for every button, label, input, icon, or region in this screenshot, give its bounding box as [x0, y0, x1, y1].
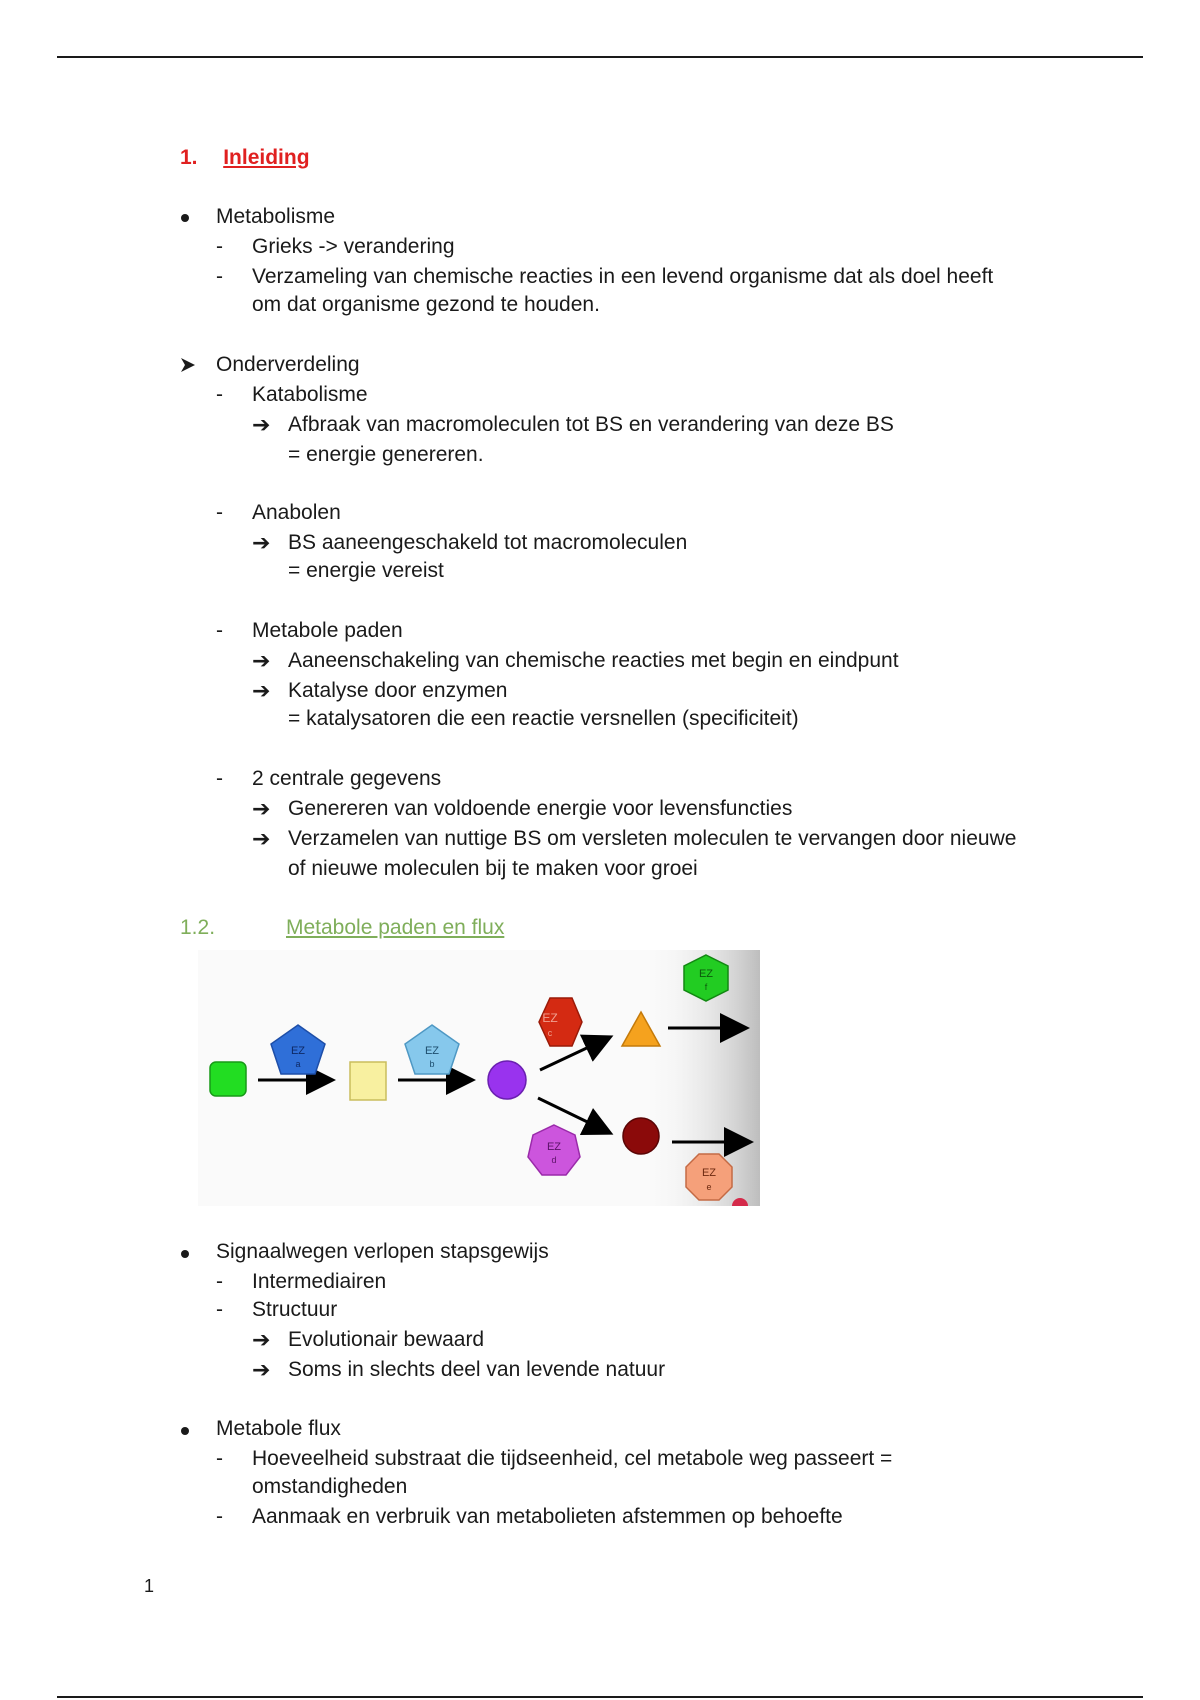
- header-rule: [57, 56, 1143, 58]
- section-heading: [180, 144, 310, 172]
- arrow-right-icon: ➔: [252, 412, 271, 437]
- bullet-onderverdeling: Onderverdeling: [216, 353, 360, 376]
- bullet-icon: [181, 1250, 189, 1258]
- list-item: Anabolen: [252, 501, 341, 524]
- enzyme-c-label: EZ: [542, 1011, 558, 1025]
- dash-icon: -: [216, 767, 223, 790]
- bullet-icon: [181, 214, 189, 222]
- arrow-right-icon: ➔: [252, 1327, 271, 1352]
- page-number: 1: [144, 1576, 155, 1596]
- chevron-right-icon: [180, 357, 196, 373]
- arrow-item: Aaneenschakeling van chemische reacties met begin en eindpunt: [288, 649, 899, 672]
- list-item: Verzameling van chemische reacties in een levend organisme dat als doel heeft: [252, 265, 994, 288]
- arrow-item: Evolutionair bewaard: [288, 1328, 485, 1351]
- arrow-right-icon: ➔: [252, 826, 271, 851]
- arrow-right-icon: ➔: [252, 1357, 271, 1382]
- enzyme-f-label: EZ: [698, 968, 714, 980]
- enzyme-f: [684, 955, 728, 1001]
- enzyme-e-letter: e: [706, 1182, 712, 1192]
- bullet-signaalwegen: Signaalwegen verlopen stapsgewijs: [216, 1240, 549, 1263]
- dash-icon: -: [216, 1505, 223, 1528]
- substrate-square: [350, 1062, 386, 1100]
- enzyme-d-letter: d: [551, 1155, 557, 1165]
- dash-icon: -: [216, 619, 223, 642]
- footer-rule: [57, 1696, 1143, 1698]
- list-item: Intermediairen: [252, 1270, 387, 1293]
- section-title: Inleiding: [223, 146, 310, 169]
- enzyme-d-label: EZ: [546, 1141, 562, 1153]
- enzyme-c-letter: c: [547, 1028, 553, 1038]
- arrow-item-continuation: = energie genereren.: [288, 443, 484, 466]
- list-item: 2 centrale gegevens: [252, 767, 442, 790]
- arrow-item: Afbraak van macromoleculen tot BS en verandering van deze BS: [288, 413, 894, 436]
- dash-icon: -: [216, 1447, 223, 1470]
- list-item-continuation: omstandigheden: [252, 1475, 408, 1498]
- arrow-right-icon: ➔: [252, 796, 271, 821]
- subsection-number: 1.2.: [180, 916, 216, 939]
- arrow-item-continuation: of nieuwe moleculen bij te maken voor groei: [288, 857, 698, 880]
- arrow-item: Soms in slechts deel van levende natuur: [288, 1358, 666, 1381]
- dash-icon: -: [216, 383, 223, 406]
- enzyme-e: [686, 1154, 732, 1200]
- substrate-circle: [488, 1061, 526, 1099]
- enzyme-a-label: EZ: [290, 1045, 306, 1057]
- arrow-item-continuation: = energie vereist: [288, 559, 444, 582]
- list-item: Grieks -> verandering: [252, 235, 455, 258]
- enzyme-f-letter: f: [704, 982, 708, 992]
- list-item: Metabole paden: [252, 619, 403, 642]
- arrow-right-icon: ➔: [252, 678, 271, 703]
- bullet-metabolisme: Metabolisme: [216, 205, 336, 228]
- arrow-item: BS aaneengeschakeld tot macromoleculen: [288, 531, 688, 554]
- arrow-right-icon: ➔: [252, 530, 271, 555]
- bullet-metabole-flux: Metabole flux: [216, 1417, 341, 1440]
- enzyme-e-label: EZ: [701, 1167, 717, 1179]
- arrow-item: Genereren van voldoende energie voor levensfuncties: [288, 797, 793, 820]
- enzyme-b-label: EZ: [424, 1045, 440, 1057]
- substrate-dark-circle: [623, 1118, 659, 1154]
- section-number: 1.: [180, 146, 198, 169]
- list-item: Katabolisme: [252, 383, 368, 406]
- dash-icon: -: [216, 1270, 223, 1293]
- bullet-icon: [181, 1427, 189, 1435]
- list-item: Hoeveelheid substraat die tijdseenheid, cel metabole weg passeert =: [252, 1447, 893, 1470]
- arrow-item-continuation: = katalysatoren die een reactie versnellen (specificiteit): [288, 707, 799, 730]
- substrate-start-square: [210, 1062, 246, 1096]
- list-item-continuation: om dat organisme gezond te houden.: [252, 293, 600, 316]
- subsection-title-text: Metabole paden en flux: [286, 916, 505, 939]
- enzyme-b-letter: b: [429, 1059, 435, 1069]
- subsection-title: [286, 914, 504, 942]
- enzyme-a-letter: a: [295, 1059, 301, 1069]
- dash-icon: -: [216, 265, 223, 288]
- dash-icon: -: [216, 235, 223, 258]
- arrow-item: Katalyse door enzymen: [288, 679, 508, 702]
- metabolic-pathway-diagram: [198, 950, 760, 1206]
- dash-icon: -: [216, 1298, 223, 1321]
- list-item: Aanmaak en verbruik van metabolieten afstemmen op behoefte: [252, 1505, 843, 1528]
- list-item: Structuur: [252, 1298, 338, 1321]
- arrow-right-icon: ➔: [252, 648, 271, 673]
- arrow-item: Verzamelen van nuttige BS om versleten moleculen te vervangen door nieuwe: [288, 827, 1017, 850]
- dash-icon: -: [216, 501, 223, 524]
